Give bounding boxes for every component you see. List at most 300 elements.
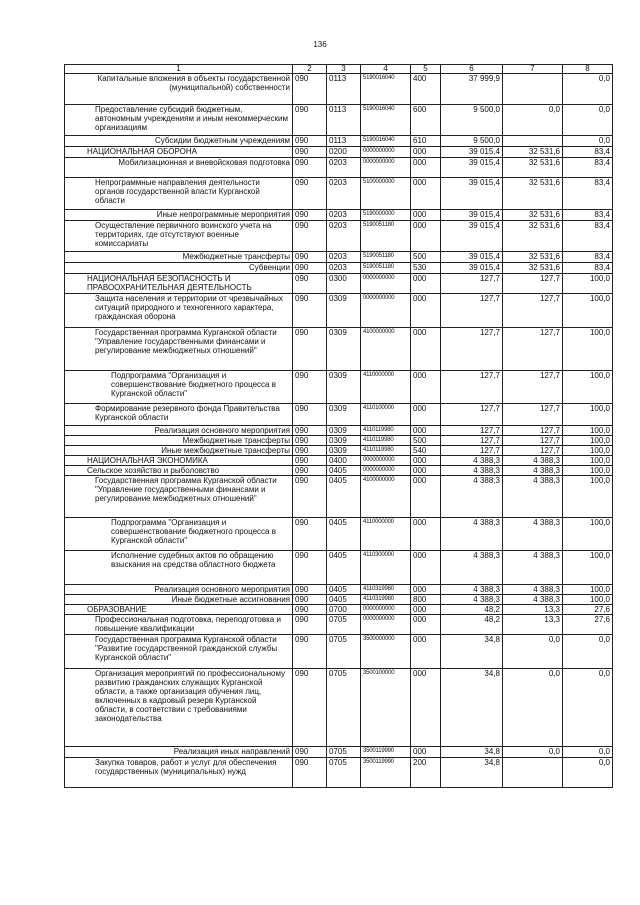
row-grbs-code: 090 [293, 136, 327, 147]
row-executed-amount: 0,0 [503, 747, 563, 758]
row-grbs-code: 090 [293, 747, 327, 758]
row-approved-amount: 127,7 [441, 436, 503, 446]
row-executed-amount: 32 531,6 [503, 147, 563, 158]
row-name [65, 456, 293, 466]
row-grbs-code: 090 [293, 456, 327, 466]
table-row [65, 615, 613, 635]
row-grbs-code: 090 [293, 551, 327, 585]
row-section-code: 0400 [327, 456, 361, 466]
row-execution-percent: 100,0 [563, 274, 613, 294]
row-section-code: 0309 [327, 404, 361, 426]
table-row [65, 328, 613, 371]
table-row [65, 747, 613, 758]
table-row [65, 105, 613, 136]
row-approved-amount: 34,8 [441, 669, 503, 747]
row-target-code: 4110119980 [361, 446, 411, 456]
row-execution-percent: 27,6 [563, 605, 613, 615]
row-grbs-code: 090 [293, 585, 327, 595]
row-name [65, 585, 293, 595]
table-row [65, 758, 613, 788]
row-grbs-code: 090 [293, 605, 327, 615]
row-expense-type-code: 000 [411, 371, 441, 404]
row-executed-amount: 32 531,6 [503, 210, 563, 221]
row-name-text: Подпрограмма "Организация и совершенствование бюджетного процесса в Курганской области" [111, 371, 276, 398]
table-row [65, 404, 613, 426]
row-name [65, 476, 293, 518]
row-target-code: 5190051180 [361, 263, 411, 274]
row-section-code: 0113 [327, 136, 361, 147]
row-grbs-code: 090 [293, 595, 327, 605]
row-approved-amount: 9 500,0 [441, 136, 503, 147]
row-grbs-code: 090 [293, 446, 327, 456]
row-target-code: 5190051180 [361, 252, 411, 263]
row-section-code: 0203 [327, 178, 361, 210]
row-grbs-code: 090 [293, 615, 327, 635]
row-name-text: Иные непрограммные мероприятия [156, 210, 290, 219]
row-target-code: 0000000000 [361, 274, 411, 294]
row-section-code: 0309 [327, 328, 361, 371]
header-col-4: 4 [361, 65, 411, 74]
row-expense-type-code: 000 [411, 615, 441, 635]
row-execution-percent: 100,0 [563, 328, 613, 371]
row-execution-percent: 100,0 [563, 551, 613, 585]
row-name [65, 747, 293, 758]
row-approved-amount: 4 388,3 [441, 518, 503, 551]
row-section-code: 0203 [327, 252, 361, 263]
row-execution-percent: 0,0 [563, 635, 613, 669]
table-row [65, 371, 613, 404]
row-name [65, 669, 293, 747]
row-grbs-code: 090 [293, 147, 327, 158]
row-execution-percent: 0,0 [563, 669, 613, 747]
row-approved-amount: 39 015,4 [441, 221, 503, 252]
row-executed-amount: 13,3 [503, 605, 563, 615]
row-section-code: 0405 [327, 466, 361, 476]
row-name [65, 436, 293, 446]
table-row [65, 551, 613, 585]
row-target-code: 4110319980 [361, 585, 411, 595]
row-approved-amount: 37 999,9 [441, 74, 503, 105]
table-row [65, 210, 613, 221]
row-grbs-code: 090 [293, 635, 327, 669]
row-expense-type-code: 000 [411, 158, 441, 178]
row-grbs-code: 090 [293, 274, 327, 294]
row-name-text: Формирование резервного фонда Правительства Курганской области [95, 404, 280, 422]
row-executed-amount: 127,7 [503, 294, 563, 328]
row-target-code: 5190016040 [361, 74, 411, 105]
row-name [65, 426, 293, 436]
row-executed-amount: 32 531,6 [503, 158, 563, 178]
row-name-text: Реализация основного мероприятия [154, 426, 290, 435]
row-grbs-code: 090 [293, 404, 327, 426]
row-section-code: 0705 [327, 758, 361, 788]
row-executed-amount: 4 388,3 [503, 456, 563, 466]
row-name [65, 136, 293, 147]
row-expense-type-code: 000 [411, 518, 441, 551]
row-section-code: 0309 [327, 426, 361, 436]
row-approved-amount: 127,7 [441, 426, 503, 436]
table-row [65, 136, 613, 147]
row-executed-amount: 32 531,6 [503, 263, 563, 274]
row-name [65, 758, 293, 788]
row-execution-percent: 100,0 [563, 446, 613, 456]
row-section-code: 0203 [327, 263, 361, 274]
table-row [65, 446, 613, 456]
row-execution-percent: 100,0 [563, 426, 613, 436]
row-grbs-code: 090 [293, 476, 327, 518]
row-approved-amount: 127,7 [441, 294, 503, 328]
table-row [65, 635, 613, 669]
row-approved-amount: 34,8 [441, 758, 503, 788]
row-expense-type-code: 000 [411, 274, 441, 294]
table-row [65, 178, 613, 210]
table-row [65, 263, 613, 274]
row-expense-type-code: 500 [411, 436, 441, 446]
row-execution-percent: 100,0 [563, 585, 613, 595]
row-target-code: 5190016040 [361, 105, 411, 136]
row-name-text: НАЦИОНАЛЬНАЯ БЕЗОПАСНОСТЬ И ПРАВООХРАНИТЕЛЬНАЯ ДЕЯТЕЛЬНОСТЬ [87, 274, 252, 292]
row-expense-type-code: 000 [411, 585, 441, 595]
row-grbs-code: 090 [293, 74, 327, 105]
table-row [65, 518, 613, 551]
row-expense-type-code: 000 [411, 404, 441, 426]
row-approved-amount: 39 015,4 [441, 158, 503, 178]
row-name [65, 158, 293, 178]
row-execution-percent: 83,4 [563, 158, 613, 178]
row-grbs-code: 090 [293, 758, 327, 788]
row-name [65, 615, 293, 635]
row-name-text: Подпрограмма "Организация и совершенствование бюджетного процесса в Курганской области" [111, 518, 276, 545]
row-target-code: 0000000000 [361, 456, 411, 466]
row-target-code: 5100000000 [361, 178, 411, 210]
header-col-5: 5 [411, 65, 441, 74]
row-section-code: 0203 [327, 221, 361, 252]
row-execution-percent: 83,4 [563, 252, 613, 263]
row-name [65, 221, 293, 252]
table-row [65, 274, 613, 294]
row-approved-amount: 4 388,3 [441, 476, 503, 518]
row-name [65, 551, 293, 585]
row-section-code: 0203 [327, 210, 361, 221]
row-executed-amount: 127,7 [503, 404, 563, 426]
header-col-1: 1 [65, 65, 293, 74]
row-name [65, 274, 293, 294]
row-target-code: 0000000000 [361, 466, 411, 476]
row-approved-amount: 39 015,4 [441, 147, 503, 158]
row-execution-percent: 100,0 [563, 518, 613, 551]
row-executed-amount [503, 758, 563, 788]
header-col-6: 6 [441, 65, 503, 74]
row-executed-amount [503, 136, 563, 147]
table-row [65, 466, 613, 476]
row-approved-amount: 39 015,4 [441, 252, 503, 263]
row-name-text: Субсидии бюджетным учреждениям [155, 136, 290, 145]
row-target-code: 0000000000 [361, 294, 411, 328]
table-row [65, 252, 613, 263]
row-approved-amount: 39 015,4 [441, 263, 503, 274]
row-name-text: НАЦИОНАЛЬНАЯ ОБОРОНА [87, 147, 198, 156]
row-executed-amount: 127,7 [503, 426, 563, 436]
row-name [65, 210, 293, 221]
header-col-3: 3 [327, 65, 361, 74]
row-name [65, 74, 293, 105]
header-col-8: 8 [563, 65, 613, 74]
row-executed-amount: 127,7 [503, 371, 563, 404]
row-name-text: Иные бюджетные ассигнования [171, 595, 290, 604]
row-section-code: 0405 [327, 551, 361, 585]
row-name-text: Осуществление первичного воинского учета на территориях, где отсутствуют военные комиссариаты [95, 221, 272, 248]
row-expense-type-code: 000 [411, 747, 441, 758]
row-section-code: 0113 [327, 105, 361, 136]
row-name [65, 635, 293, 669]
row-execution-percent: 0,0 [563, 74, 613, 105]
row-name [65, 294, 293, 328]
row-execution-percent: 83,4 [563, 221, 613, 252]
row-name [65, 595, 293, 605]
header-col-7: 7 [503, 65, 563, 74]
row-expense-type-code: 800 [411, 595, 441, 605]
row-execution-percent: 100,0 [563, 436, 613, 446]
row-name-text: Государственная программа Курганской области "Управление государственными финансами и регулирование межбюджетных отношений" [95, 476, 277, 503]
row-section-code: 0705 [327, 635, 361, 669]
row-execution-percent: 0,0 [563, 758, 613, 788]
row-name [65, 328, 293, 371]
row-executed-amount: 127,7 [503, 446, 563, 456]
table-row [65, 585, 613, 595]
row-expense-type-code: 000 [411, 221, 441, 252]
row-name [65, 404, 293, 426]
row-name-text: Иные межбюджетные трансферты [161, 446, 290, 455]
row-section-code: 0705 [327, 615, 361, 635]
row-name-text: Реализация основного мероприятия [154, 585, 290, 594]
row-name-text: НАЦИОНАЛЬНАЯ ЭКОНОМИКА [87, 456, 208, 465]
row-target-code: 5190051180 [361, 221, 411, 252]
row-expense-type-code: 000 [411, 328, 441, 371]
row-grbs-code: 090 [293, 426, 327, 436]
row-approved-amount: 39 015,4 [441, 210, 503, 221]
row-name [65, 518, 293, 551]
row-execution-percent: 83,4 [563, 263, 613, 274]
row-grbs-code: 090 [293, 178, 327, 210]
row-name [65, 605, 293, 615]
row-executed-amount: 0,0 [503, 669, 563, 747]
row-name [65, 263, 293, 274]
row-executed-amount: 32 531,6 [503, 178, 563, 210]
row-expense-type-code: 000 [411, 551, 441, 585]
row-expense-type-code: 000 [411, 635, 441, 669]
row-execution-percent: 100,0 [563, 294, 613, 328]
row-expense-type-code: 000 [411, 605, 441, 615]
row-grbs-code: 090 [293, 252, 327, 263]
table-row [65, 669, 613, 747]
row-execution-percent: 83,4 [563, 210, 613, 221]
row-approved-amount: 39 015,4 [441, 178, 503, 210]
row-name-text: Межбюджетные трансферты [182, 252, 290, 261]
row-target-code: 4110319980 [361, 595, 411, 605]
row-name-text: Межбюджетные трансферты [182, 436, 290, 445]
row-section-code: 0405 [327, 595, 361, 605]
row-execution-percent: 100,0 [563, 476, 613, 518]
row-name-text: Реализация иных направлений [173, 747, 290, 756]
row-approved-amount: 127,7 [441, 328, 503, 371]
row-execution-percent: 83,4 [563, 178, 613, 210]
row-execution-percent: 100,0 [563, 456, 613, 466]
row-execution-percent: 0,0 [563, 136, 613, 147]
row-name [65, 147, 293, 158]
row-section-code: 0405 [327, 476, 361, 518]
row-approved-amount: 127,7 [441, 274, 503, 294]
row-section-code: 0405 [327, 518, 361, 551]
row-grbs-code: 090 [293, 328, 327, 371]
table-row [65, 456, 613, 466]
row-expense-type-code: 000 [411, 210, 441, 221]
row-executed-amount [503, 74, 563, 105]
row-target-code: 3500100000 [361, 669, 411, 747]
header-col-2: 2 [293, 65, 327, 74]
row-executed-amount: 4 388,3 [503, 466, 563, 476]
row-approved-amount: 4 388,3 [441, 595, 503, 605]
row-approved-amount: 9 500,0 [441, 105, 503, 136]
row-name [65, 371, 293, 404]
row-target-code: 3500119990 [361, 758, 411, 788]
row-target-code: 3500000000 [361, 635, 411, 669]
budget-table [64, 64, 613, 788]
row-target-code: 5190000000 [361, 210, 411, 221]
row-expense-type-code: 610 [411, 136, 441, 147]
row-name-text: Государственная программа Курганской области "Управление государственными финансами и регулирование межбюджетных отношений" [95, 328, 277, 355]
row-section-code: 0700 [327, 605, 361, 615]
row-name [65, 446, 293, 456]
row-grbs-code: 090 [293, 210, 327, 221]
row-section-code: 0705 [327, 747, 361, 758]
row-executed-amount: 4 388,3 [503, 595, 563, 605]
row-target-code: 0000000000 [361, 158, 411, 178]
row-approved-amount: 127,7 [441, 404, 503, 426]
row-target-code: 4110119980 [361, 426, 411, 436]
row-section-code: 0203 [327, 158, 361, 178]
row-executed-amount: 4 388,3 [503, 585, 563, 595]
row-section-code: 0705 [327, 669, 361, 747]
row-executed-amount: 32 531,6 [503, 252, 563, 263]
row-approved-amount: 48,2 [441, 615, 503, 635]
row-expense-type-code: 500 [411, 252, 441, 263]
row-approved-amount: 34,8 [441, 747, 503, 758]
row-expense-type-code: 000 [411, 426, 441, 436]
row-executed-amount: 4 388,3 [503, 476, 563, 518]
row-expense-type-code: 000 [411, 476, 441, 518]
table-row [65, 595, 613, 605]
row-executed-amount: 127,7 [503, 328, 563, 371]
row-target-code: 4110119980 [361, 436, 411, 446]
row-expense-type-code: 540 [411, 446, 441, 456]
row-expense-type-code: 000 [411, 466, 441, 476]
row-expense-type-code: 000 [411, 456, 441, 466]
row-name-text: Организация мероприятий по профессиональному развитию гражданских служащих Курганской области, а также организация обучения лиц, включенных в кадровый резерв Курганской области, в соответствии с требованиями законодательства [95, 669, 286, 723]
row-grbs-code: 090 [293, 105, 327, 136]
row-name-text: Предоставление субсидий бюджетным, автономным учреждениям и иным некоммерческим организациям [95, 105, 288, 132]
row-name [65, 252, 293, 263]
row-section-code: 0405 [327, 585, 361, 595]
row-approved-amount: 34,8 [441, 635, 503, 669]
row-target-code: 4100000000 [361, 476, 411, 518]
row-execution-percent: 0,0 [563, 747, 613, 758]
row-expense-type-code: 200 [411, 758, 441, 788]
row-execution-percent: 100,0 [563, 404, 613, 426]
row-target-code: 3500119990 [361, 747, 411, 758]
table-row [65, 436, 613, 446]
row-approved-amount: 48,2 [441, 605, 503, 615]
row-executed-amount: 32 531,6 [503, 221, 563, 252]
row-name-text: Государственная программа Курганской области "Развитие государственной гражданской службы Курганской области" [95, 635, 278, 662]
row-executed-amount: 4 388,3 [503, 551, 563, 585]
row-target-code: 0000000000 [361, 605, 411, 615]
row-grbs-code: 090 [293, 294, 327, 328]
table-row [65, 426, 613, 436]
page-number: 136 [313, 40, 327, 49]
row-name-text: Капитальные вложения в объекты государственной (муниципальной) собственности [97, 74, 290, 92]
row-name-text: Исполнение судебных актов по обращению взыскания на средства областного бюджета [111, 551, 276, 569]
row-expense-type-code: 000 [411, 294, 441, 328]
row-executed-amount: 0,0 [503, 635, 563, 669]
table-row [65, 74, 613, 105]
row-expense-type-code: 530 [411, 263, 441, 274]
row-execution-percent: 100,0 [563, 371, 613, 404]
row-target-code: 0000000000 [361, 615, 411, 635]
row-execution-percent: 27,6 [563, 615, 613, 635]
row-section-code: 0300 [327, 274, 361, 294]
row-target-code: 0000000000 [361, 147, 411, 158]
row-target-code: 4110000000 [361, 371, 411, 404]
row-expense-type-code: 400 [411, 74, 441, 105]
row-grbs-code: 090 [293, 371, 327, 404]
row-execution-percent: 100,0 [563, 466, 613, 476]
row-section-code: 0309 [327, 371, 361, 404]
table-row [65, 158, 613, 178]
row-section-code: 0309 [327, 294, 361, 328]
row-section-code: 0309 [327, 446, 361, 456]
row-name-text: Сельское хозяйство и рыболовство [87, 466, 220, 475]
row-executed-amount: 0,0 [503, 105, 563, 136]
row-expense-type-code: 000 [411, 178, 441, 210]
row-grbs-code: 090 [293, 436, 327, 446]
table-row [65, 147, 613, 158]
row-name-text: ОБРАЗОВАНИЕ [87, 605, 147, 614]
table-header-row [65, 65, 613, 74]
row-executed-amount: 13,3 [503, 615, 563, 635]
row-approved-amount: 127,7 [441, 371, 503, 404]
row-execution-percent: 83,4 [563, 147, 613, 158]
row-target-code: 4100000000 [361, 328, 411, 371]
row-name-text: Защита населения и территории от чрезвычайных ситуаций природного и техногенного характера, гражданская оборона [95, 294, 283, 321]
row-expense-type-code: 600 [411, 105, 441, 136]
row-approved-amount: 4 388,3 [441, 551, 503, 585]
row-executed-amount: 127,7 [503, 436, 563, 446]
row-approved-amount: 4 388,3 [441, 585, 503, 595]
row-name [65, 178, 293, 210]
table-row [65, 294, 613, 328]
row-grbs-code: 090 [293, 518, 327, 551]
row-approved-amount: 127,7 [441, 446, 503, 456]
row-execution-percent: 0,0 [563, 105, 613, 136]
row-section-code: 0309 [327, 436, 361, 446]
row-name [65, 105, 293, 136]
row-expense-type-code: 000 [411, 147, 441, 158]
row-approved-amount: 4 388,3 [441, 456, 503, 466]
row-name-text: Мобилизационная и вневойсковая подготовка [118, 158, 290, 167]
row-approved-amount: 4 388,3 [441, 466, 503, 476]
row-target-code: 4110000000 [361, 518, 411, 551]
row-name-text: Непрограммные направления деятельности органов государственной власти Курганской области [95, 178, 260, 205]
